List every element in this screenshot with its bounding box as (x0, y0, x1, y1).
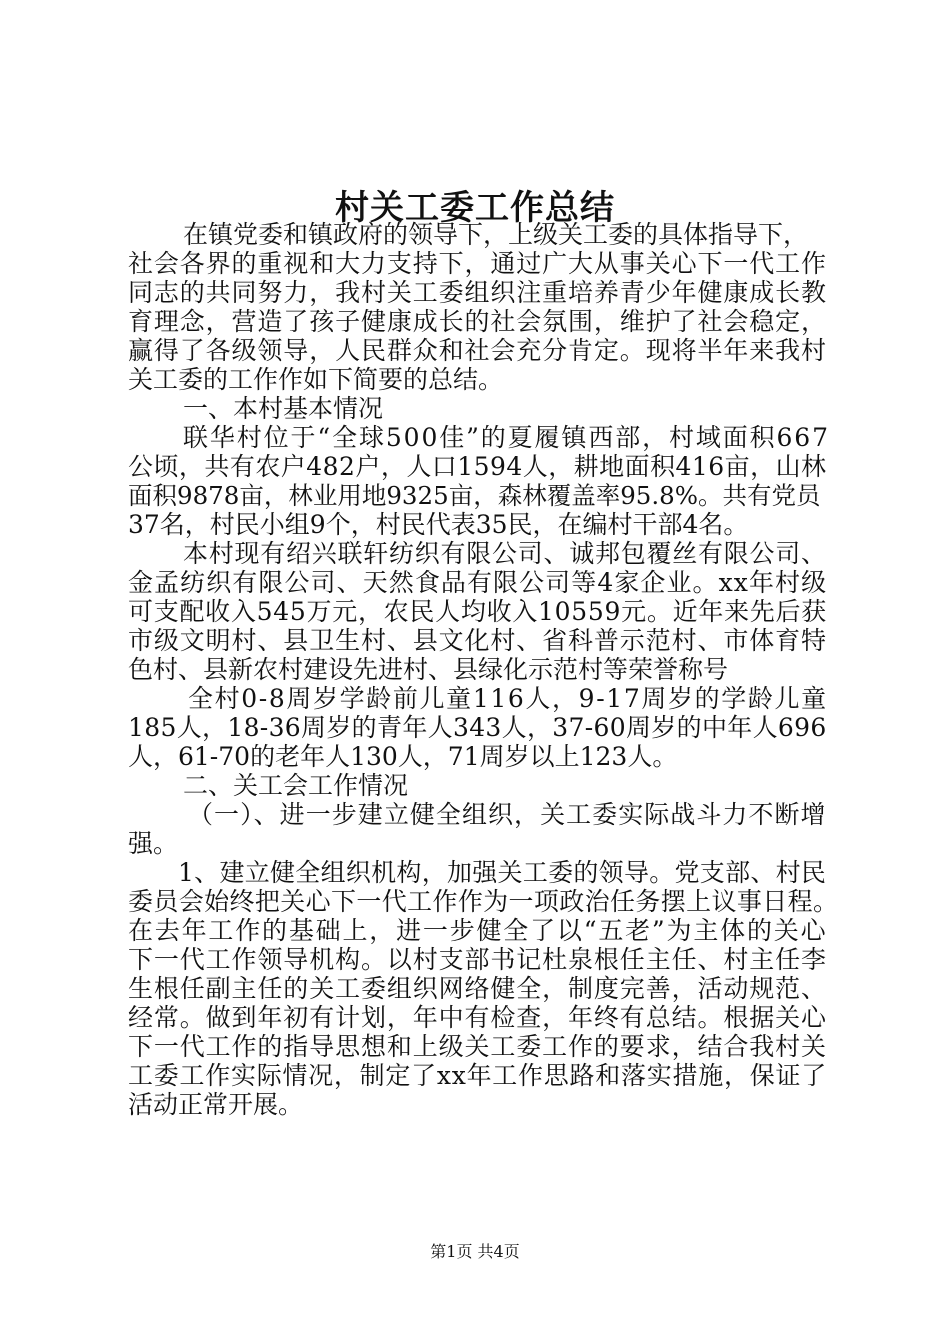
body-line: 市级文明村、县卫生村、县文化村、省科普示范村、市体育特 (128, 626, 827, 655)
body-line: 色村、县新农村建设先进村、县绿化示范村等荣誉称号 (128, 655, 729, 684)
body-line: 工委工作实际情况，制定了xx年工作思路和落实措施，保证了 (128, 1061, 827, 1090)
body-line: 社会各界的重视和大力支持下，通过广大从事关心下一代工作 (128, 249, 827, 278)
body-line: 本村现有绍兴联轩纺织有限公司、诚邦包覆丝有限公司、 (183, 539, 827, 568)
body-line: 金孟纺织有限公司、天然食品有限公司等4家企业。xx年村级 (128, 568, 828, 597)
document-title: 村关工委工作总结 (335, 188, 615, 228)
body-line: 在去年工作的基础上，进一步健全了以“五老”为主体的关心 (128, 916, 828, 945)
body-line: 经常。做到年初有计划，年中有检查，年终有总结。根据关心 (128, 1003, 827, 1032)
body-line: 委员会始终把关心下一代工作作为一项政治任务摆上议事日程。 (128, 887, 839, 916)
body-line: 面积9878亩，林业用地9325亩，森林覆盖率95.8%。共有党员 (128, 481, 821, 510)
body-line: 生根任副主任的关工委组织网络健全，制度完善，活动规范、 (128, 974, 827, 1003)
page-footer: 第1页 共4页 (430, 1242, 520, 1261)
body-line: 关工委的工作作如下简要的总结。 (128, 365, 504, 394)
body-line: 活动正常开展。 (128, 1090, 304, 1119)
body-line: 1、建立健全组织机构，加强关工委的领导。党支部、村民 (178, 858, 827, 887)
body-line: 一、本村基本情况 (183, 394, 384, 423)
body-line: （一）、进一步建立健全组织，关工委实际战斗力不断增 (188, 800, 827, 829)
body-line: 185人，18-36周岁的青年人343人，37-60周岁的中年人696 (128, 713, 827, 742)
body-line: 育理念，营造了孩子健康成长的社会氛围，维护了社会稳定， (128, 307, 827, 336)
body-line: 同志的共同努力，我村关工委组织注重培养青少年健康成长教 (128, 278, 827, 307)
body-line: 二、关工会工作情况 (183, 771, 409, 800)
body-line: 37名，村民小组9个，村民代表35民，在编村干部4名。 (128, 510, 749, 539)
body-line: 全村0-8周岁学龄前儿童116人，9-17周岁的学龄儿童 (188, 684, 828, 713)
body-line: 人，61-70的老年人130人，71周岁以上123人。 (128, 742, 678, 771)
body-line: 强。 (128, 829, 179, 858)
body-line: 下一代工作领导机构。以村支部书记杜泉根任主任、村主任李 (128, 945, 827, 974)
body-line: 在镇党委和镇政府的领导下，上级关工委的具体指导下， (183, 220, 809, 249)
body-line: 联华村位于“全球500佳”的夏履镇西部，村域面积667 (183, 423, 830, 452)
body-line: 下一代工作的指导思想和上级关工委工作的要求，结合我村关 (128, 1032, 827, 1061)
body-line: 赢得了各级领导，人民群众和社会充分肯定。现将半年来我村 (128, 336, 827, 365)
body-line: 公顷，共有农户482户，人口1594人，耕地面积416亩，山林 (128, 452, 827, 481)
body-line: 可支配收入545万元，农民人均收入10559元。近年来先后获 (128, 597, 827, 626)
